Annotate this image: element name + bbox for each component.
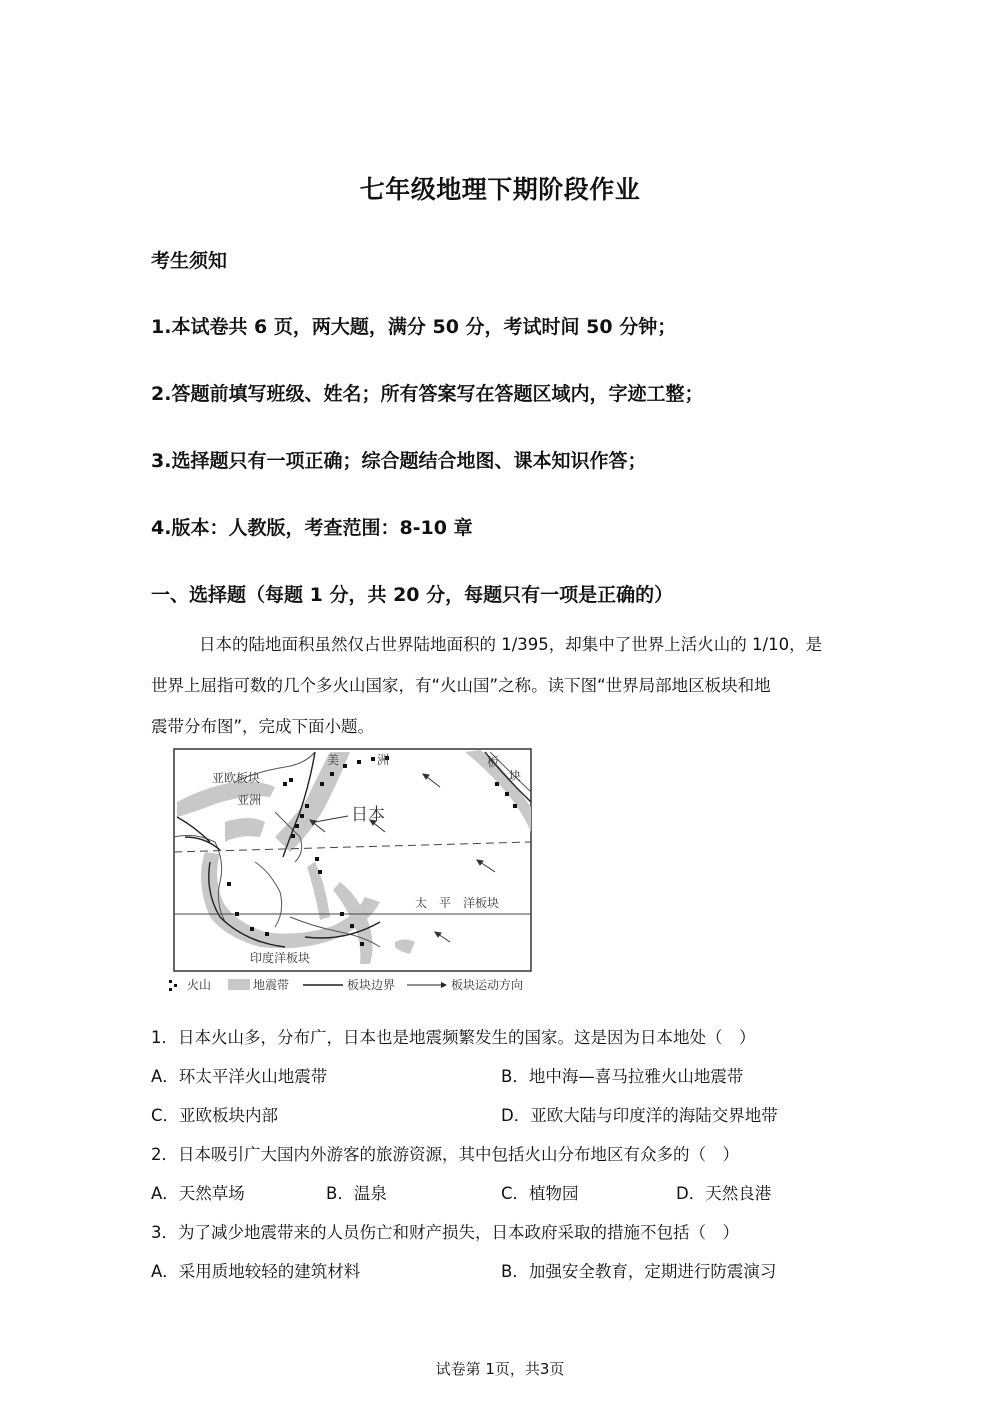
page-footer: 试卷第 1页，共3页: [435, 1360, 565, 1378]
page-title: 七年级地理下期阶段作业: [359, 175, 641, 204]
label-asia: 亚洲: [237, 793, 262, 807]
question-2-stem: 2．日本吸引广大国内外游客的旅游资源，其中包括火山分布地区有众多的（ ）: [151, 1145, 739, 1164]
passage-line-2: 世界上屈指可数的几个多火山国家，有“火山国”之称。读下图“世界局部地区板块和地: [151, 676, 771, 695]
question-1-stem: 1．日本火山多，分布广，日本也是地震频繁发生的国家。这是因为日本地处（ ）: [151, 1028, 756, 1047]
label-indian-plate: 印度洋板块: [250, 951, 311, 965]
label-plate-a: 板: [487, 755, 500, 769]
map-legend: [169, 977, 523, 992]
plate-seismic-map: [165, 742, 540, 997]
label-america-b: 洲: [377, 753, 390, 767]
question-2-option-c[interactable]: C．植物园: [501, 1184, 579, 1203]
notice-item-1: 1.本试卷共 6 页，两大题，满分 50 分，考试时间 50 分钟；: [151, 316, 677, 338]
question-2-option-b[interactable]: B．温泉: [326, 1184, 387, 1203]
question-3-option-a[interactable]: A．采用质地较轻的建筑材料: [151, 1262, 361, 1281]
section-heading: 一、选择题（每题 1 分，共 20 分，每题只有一项是正确的）: [151, 584, 674, 606]
question-1-option-c[interactable]: C．亚欧板块内部: [151, 1106, 279, 1125]
label-japan: 日本: [351, 805, 385, 825]
notice-item-2: 2.答题前填写班级、姓名；所有答案写在答题区域内，字迹工整；: [151, 383, 704, 405]
legend-volcano: 火山: [187, 978, 212, 992]
label-eurasia-plate: 亚欧板块: [212, 771, 261, 785]
legend-seismic-belt: 地震带: [253, 978, 290, 992]
question-2-option-d[interactable]: D．天然良港: [676, 1184, 772, 1203]
question-2-option-a[interactable]: A．天然草场: [151, 1184, 245, 1203]
passage: [151, 624, 851, 747]
question-3-stem: 3．为了减少地震带来的人员伤亡和财产损失，日本政府采取的措施不包括（ ）: [151, 1223, 739, 1242]
passage-line-3: 震带分布图”，完成下面小题。: [151, 717, 375, 736]
question-3-option-b[interactable]: B．加强安全教育，定期进行防震演习: [501, 1262, 777, 1281]
label-plate-b: 块: [509, 769, 522, 783]
legend-plate-motion: 板块运动方向: [451, 978, 524, 992]
notice-item-3: 3.选择题只有一项正确；综合题结合地图、课本知识作答；: [151, 450, 647, 472]
passage-line-1: 日本的陆地面积虽然仅占世界陆地面积的 1/395，却集中了世界上活火山的 1/10，是: [199, 635, 823, 654]
label-pacific-plate: 太 平 洋板块: [415, 896, 500, 910]
label-america-a: 美: [327, 753, 340, 767]
question-1-option-a[interactable]: A．环太平洋火山地震带: [151, 1067, 328, 1086]
notice-heading: 考生须知: [151, 250, 228, 272]
question-1-option-d[interactable]: D．亚欧大陆与印度洋的海陆交界地带: [501, 1106, 778, 1125]
legend-plate-boundary: 板块边界: [347, 978, 396, 992]
question-1-option-b[interactable]: B．地中海—喜马拉雅火山地震带: [501, 1067, 744, 1086]
notice-item-4: 4.版本：人教版，考查范围：8-10 章: [151, 517, 473, 539]
